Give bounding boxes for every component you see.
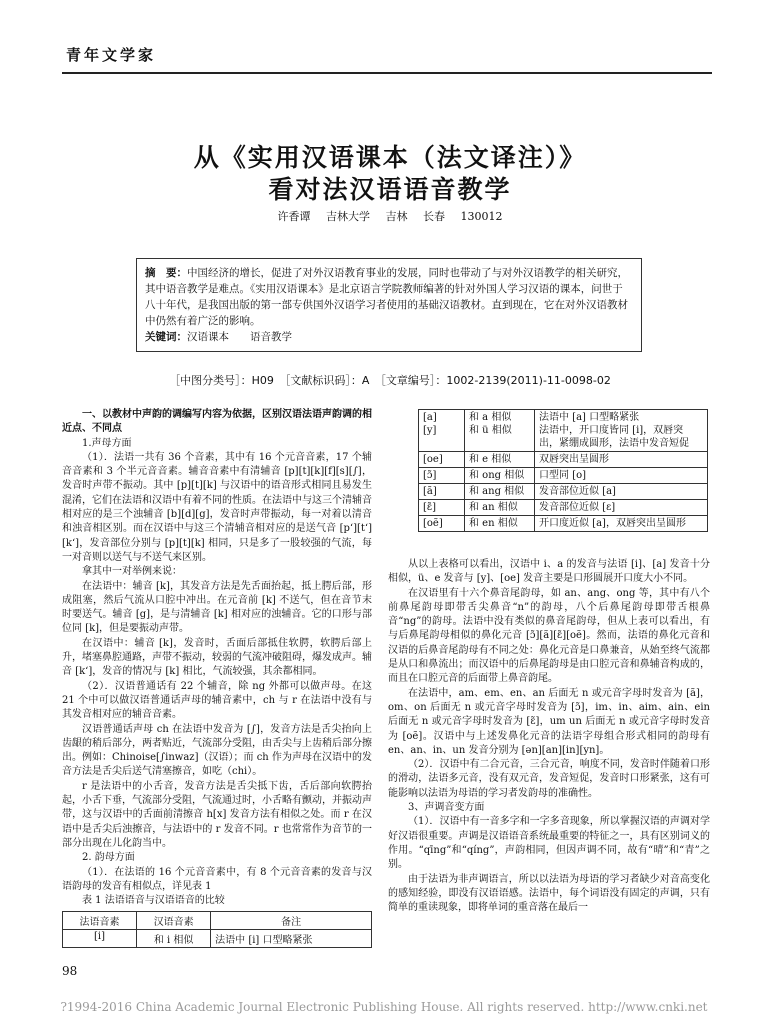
paragraph: 拿其中一对举例来说：: [82, 566, 182, 578]
table-cell: [ɛ̃]: [419, 500, 465, 516]
keywords-label: 关键词：: [145, 331, 187, 343]
keywords-text: 汉语课本 语音教学: [187, 331, 292, 343]
keywords: [145, 329, 633, 345]
page-number: 98: [62, 964, 78, 978]
abstract-text: 中国经济的增长，促进了对外汉语教育事业的发展，同时也带动了与对外汉语教学的相关研究，其中语音教学是难点。《实用汉语课本》是北京语言学院教师编著的针对外国人学习汉语的课本，问世于八十年代，是我国出版的第一部专供国外汉语学习者使用的基础汉语教材。直到现在，它在对外汉语教材中仍然有着广泛的影响。: [145, 267, 628, 327]
table-cell: 和 en 相似: [465, 516, 535, 532]
author-line: [60, 208, 720, 224]
table-row: [419, 452, 708, 468]
comparison-table-1: [62, 911, 372, 948]
table-cell: 发音部位近似 [a]: [535, 484, 708, 500]
paragraph: （1）．汉语中有一音多字和一字多音现象，所以掌握汉语的声调对学好汉语很重要。声调是汉语语音系统最重要的特征之一，具有区别词义的作用。“qīng”和“qíng”，声韵相同，但因声调不同，故有“晴”和“青”之别。: [388, 816, 710, 871]
subheading-finals: 2. 韵母方面: [82, 852, 135, 864]
header-rule: [62, 72, 712, 74]
table-cell: 和 i 相似: [137, 930, 211, 948]
table-cell: 和 ang 相似: [465, 484, 535, 500]
subheading-tones: 3、声调音变方面: [408, 802, 485, 814]
article-title-line1: 从《实用汉语课本（法文译注）》: [193, 143, 587, 172]
table-row: [419, 516, 708, 532]
table-cell: 法语中 [i] 口型略紧张: [211, 930, 372, 948]
table-row: [419, 484, 708, 500]
table-cell: 和 an 相似: [465, 500, 535, 516]
table-row: [419, 410, 708, 452]
copyright-footer: ?1994-2016 China Academic Journal Electronic Publishing House. All rights reserved. http://www.cnki.net: [60, 1000, 708, 1014]
table-cell: [ã]: [419, 484, 465, 500]
paragraph: 在法语中：辅音 [k]，其发音方法是先舌面抬起，抵上腭后部，形成阻塞，然后气流从口腔中冲出。在元音前 [k] 不送气，但在音节末时要送气。辅音 [g]，是与清辅音 [k] 相对应的浊辅音。它的口形与部位同 [k]，但是要振动声带。: [62, 580, 372, 635]
table-cell: [oẽ]: [419, 516, 465, 532]
paragraph: 在汉语中：辅音 [k]，发音时，舌面后部抵住软腭，软腭后部上升，堵塞鼻腔通路，声带不振动，较弱的气流冲破阻碍，爆发成声。辅音 [kʻ]，发音的情况与 [k] 相比，气流较强，其余都相同。: [62, 637, 372, 678]
article-title-line2: 看对法汉语语音教学: [268, 175, 512, 204]
abstract: [145, 265, 633, 329]
author-name: 许香谭: [277, 210, 311, 223]
paragraph: （2）．汉语中有二合元音，三合元音，响度不同，发音时伴随着口形的滑动，法语多元音，没有双元音，发音短促，发音时口形紧张，这有可能影响以法语为母语的学习者发韵母的准确性。: [388, 759, 710, 799]
table-cell: [a] [y]: [419, 410, 465, 452]
paragraph: 由于法语为非声调语言，所以以法语为母语的学习者缺少对音高变化的感知经验，即没有汉语语感。法语中，每个词语没有固定的声调，只有简单的重读现象，即将单词的重音落在最后一: [388, 873, 710, 914]
table-cell: [ɔ̃]: [419, 468, 465, 484]
affiliation: 吉林大学: [326, 210, 370, 223]
paragraph: r 是法语中的小舌音，发音方法是舌尖抵下齿，舌后部向软腭抬起，小舌下垂，气流部分受阻，气流通过时，小舌略有颤动，并振动声带，这与汉语中的舌面前清擦音 h[x] 发音方法有相似之处。而 r 在汉语中是舌尖后浊擦音，与法语中的 r 发音不同。r 也常常作为音节的一部分出现在儿化韵当中。: [62, 780, 372, 849]
journal-name: 青年文学家: [66, 46, 157, 64]
table-row: [63, 930, 372, 948]
table-cell: 开口度近似 [a]，双唇突出呈圆形: [535, 516, 708, 532]
table-cell: [oe]: [419, 452, 465, 468]
paragraph: 在汉语里有十六个鼻音尾韵母，如 an、ang、ong 等，其中有八个前鼻尾韵母即带舌尖鼻音“n”的韵母，八个后鼻尾韵母即带舌根鼻音“ng”的韵母。法语中没有类似的鼻音尾韵母，但从上表可以看出，有与后鼻尾韵母相似的鼻化元音 [ɔ̃][ã][ɛ̃][oẽ]。然而，法语的鼻化元音和汉语的后鼻音尾韵母有不同之处：鼻化元音是口鼻兼音，从始至终气流都是从口和鼻流出；而汉语中的后鼻尾韵母是由口腔元音和鼻辅音构成的，而且在口腔元音的后面带上鼻音韵尾。: [388, 587, 710, 685]
abstract-box: [136, 258, 642, 352]
paragraph: 在法语中，am、em、en、an 后面无 n 或元音字母时发音为 [ã]，om、on 后面无 n 或元音字母时发音为 [ɔ̃]，im、in、aim、ain、ein 后面无 n 或元音字母时发音为 [ɛ̃]，um un 后面无 n 或元音字母时发音为 [oẽ]。汉语中与上述发鼻化元音的法语字母组合形式相同的韵母有 en、an、in、un 发音分别为 [ən][an][in][yn]。: [388, 687, 710, 756]
subheading-initials: 1.声母方面: [82, 437, 132, 449]
table-header: 法语音素: [63, 912, 137, 930]
table-cell: 和 a 相似 和 ü 相似: [465, 410, 535, 452]
table-row: [419, 500, 708, 516]
paragraph: （1）．法语一共有 36 个音素，其中有 16 个元音音素，17 个辅音音素和 3 个半元音音素。辅音音素中有清辅音 [p][t][k][f][s][∫]，发音时声带不振动。其中 [p][t][k] 与汉语中的语音形式相同且易发生混淆，它们在法语和汉语中有着不同的性质。在法语中与这三个清辅音相对应的是三个浊辅音 [b][d][g]，发音时声带振动，每一对着以清音和浊音相区别。而在汉语中与这三个清辅音相对应的是送气音 [pʻ][tʻ][kʻ]，发音部位分别与 [p][t][k] 相同，只是多了一股较强的气流，每一对音则以送气与不送气来区别。: [62, 451, 372, 563]
section-heading-1: 一、以教材中声韵的调编写内容为依据，区别汉语法语声韵调的相近点、不同点: [62, 409, 372, 435]
paragraph: 汉语普通话声母 ch 在法语中发音为 [∫]，发音方法是舌尖抬向上齿龈的稍后部分，两者贴近，气流部分受阻，由舌尖与上齿稍后部分擦出。例如：Chinoise[∫inwaz]（汉语）；而 ch 作为声母在汉语中的发音方法是舌尖后送气清塞擦音，如吃（chi）。: [62, 723, 372, 778]
postcode: 130012: [460, 210, 503, 223]
table-header: 汉语音素: [137, 912, 211, 930]
table-cell: 法语中 [a] 口型略紧张 法语中，开口度皆同 [i]，双唇突出，紧绷成圆形，法语中发音短促: [535, 410, 708, 452]
classification-line: ［中图分类号］：H09 ［文献标识码］：A ［文章编号］：1002-2139(2011)-11-0098-02: [169, 374, 611, 387]
table-cell: 口型同 [o]: [535, 468, 708, 484]
place: 长春: [423, 210, 445, 223]
table-cell: 和 e 相似: [465, 452, 535, 468]
paragraph: （2）．汉语普通话有 22 个辅音，除 ng 外都可以做声母。在这 21 个中可以做汉语普通话声母的辅音素中，ch 与 r 在法语中没有与其发音相对应的辅音音素。: [62, 680, 372, 721]
right-column: [388, 558, 710, 915]
table-cell: [i]: [63, 930, 137, 948]
table-header: 备注: [211, 912, 372, 930]
city: 吉林: [385, 210, 408, 223]
abstract-label: 摘 要：: [145, 267, 187, 279]
table-cell: 发音部位近似 [ɛ]: [535, 500, 708, 516]
table-cell: 双唇突出呈圆形: [535, 452, 708, 468]
table-caption: 表 1 法语语音与汉语语音的比较: [82, 895, 225, 907]
paragraph: 从以上表格可以看出，汉语中 i、a 的发音与法语 [i]、[a] 发音十分相似，ü、e 发音与 [y]、[oe] 发音主要是口形圆展开口度大小不同。: [388, 559, 710, 585]
left-column: [62, 408, 372, 908]
paragraph: （1）．在法语的 16 个元音音素中，有 8 个元音音素的发音与汉语韵母的发音有相似点，详见表 1: [62, 866, 372, 892]
table-cell: 和 ong 相似: [465, 468, 535, 484]
table-row: [419, 468, 708, 484]
comparison-table-continued: [418, 409, 708, 532]
